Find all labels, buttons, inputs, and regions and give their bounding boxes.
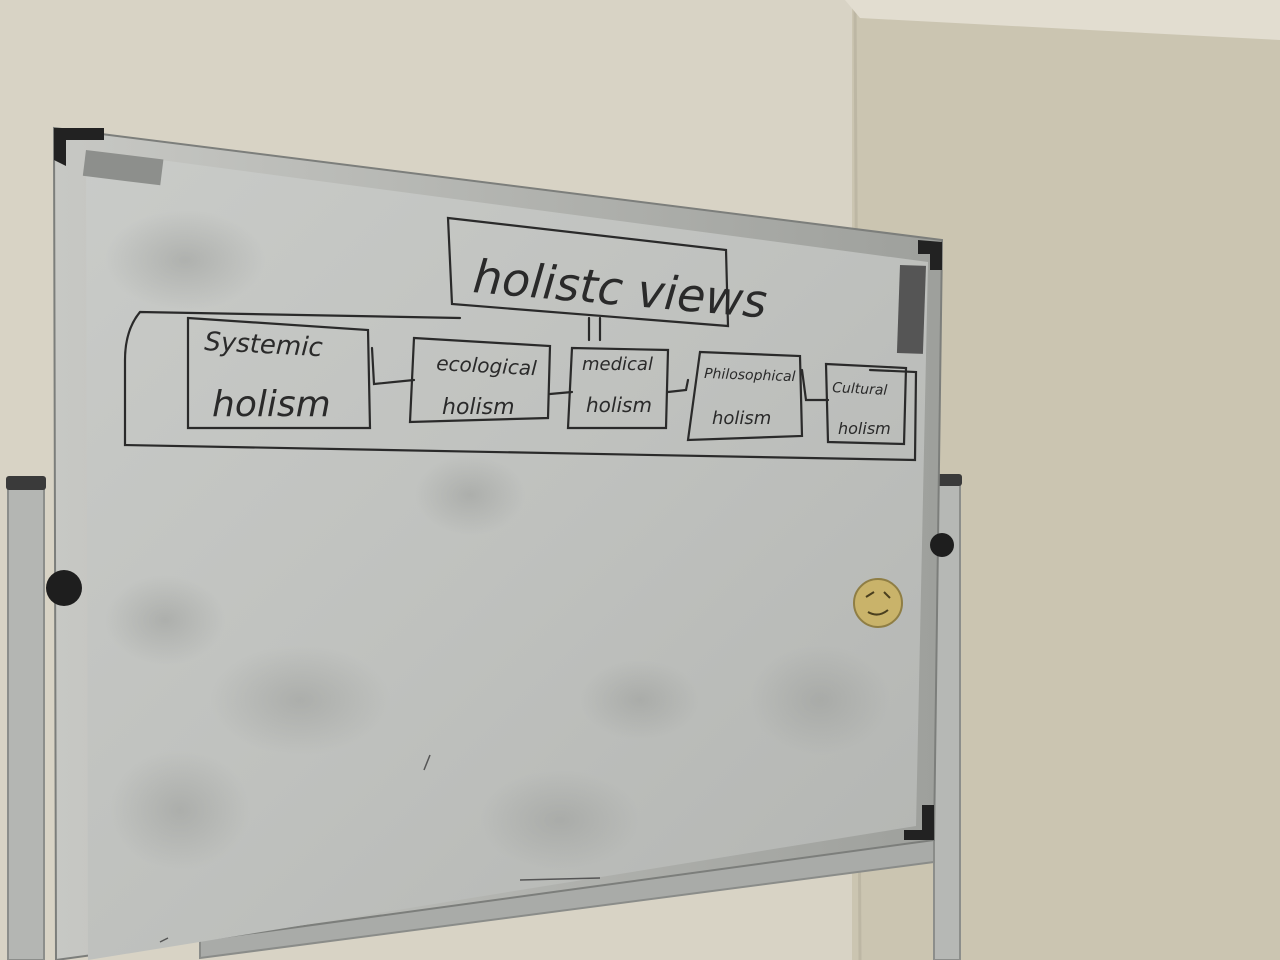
smudge xyxy=(415,455,525,535)
branch-5-bottom: holism xyxy=(838,419,891,438)
stand-left-cap xyxy=(6,476,46,490)
branch-2-top: ecological xyxy=(435,351,538,381)
smudge xyxy=(580,660,700,740)
branch-1-bottom: holism xyxy=(212,384,331,425)
branch-3-top: medical xyxy=(582,354,653,375)
branch-3-bottom: holism xyxy=(586,393,652,417)
stand-left-leg xyxy=(8,480,44,960)
smudge xyxy=(210,645,390,755)
smudge xyxy=(110,750,250,870)
smudge xyxy=(105,575,225,665)
smudge xyxy=(750,645,890,755)
branch-4-top: Philosophical xyxy=(703,366,796,386)
branch-5-top: Cultural xyxy=(831,380,888,399)
branch-4-bottom: holism xyxy=(712,408,772,429)
smudge xyxy=(105,210,265,310)
board-title: holistc views xyxy=(471,249,770,329)
knob-right xyxy=(930,533,954,557)
smudge xyxy=(480,770,640,870)
branch-1-top: Systemic xyxy=(203,327,324,364)
knob-left xyxy=(46,570,82,606)
eraser-right xyxy=(897,265,926,354)
branch-2-bottom: holism xyxy=(442,395,515,420)
magnet xyxy=(854,579,902,627)
